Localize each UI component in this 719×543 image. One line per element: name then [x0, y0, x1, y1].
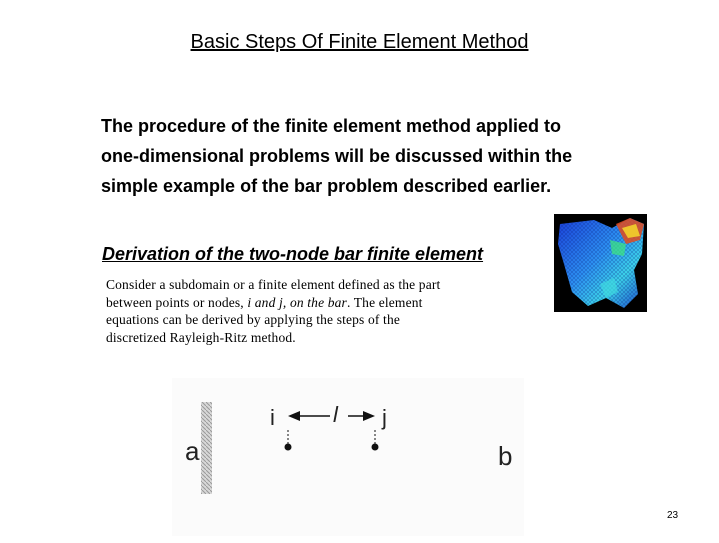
diagram-background	[172, 378, 524, 536]
body-line: Consider a subdomain or a finite element defined as the part	[106, 277, 441, 292]
label-a: a	[185, 436, 200, 466]
body-italic-segment: i and j, on the bar	[247, 294, 347, 310]
mesh-illustration	[554, 214, 647, 312]
bar-element-diagram	[170, 378, 528, 538]
label-i: i	[270, 405, 275, 430]
fixed-wall	[201, 402, 212, 494]
intro-line: simple example of the bar problem described earlier.	[101, 176, 552, 196]
page-number: 23	[667, 510, 679, 521]
label-j: j	[382, 405, 387, 430]
body-text-segment: . The element	[346, 294, 423, 310]
label-l: l	[333, 402, 338, 427]
body-line: discretized Rayleigh-Ritz method.	[106, 329, 296, 345]
slide-title: Basic Steps Of Finite Element Method	[190, 31, 529, 53]
body-text-segment: between points or nodes,	[106, 294, 248, 310]
body-line	[106, 294, 506, 312]
finite-element-mesh-image	[554, 214, 647, 312]
label-b: b	[498, 441, 513, 471]
section-heading: Derivation of the two-node bar finite element	[102, 244, 484, 264]
node-i	[285, 444, 292, 451]
intro-line: The procedure of the finite element method applied to	[101, 116, 562, 136]
node-j	[372, 444, 379, 451]
body-line: equations can be derived by applying the steps of the	[106, 312, 400, 327]
bar-diagram-svg	[170, 378, 528, 538]
body-paragraph	[106, 276, 506, 346]
intro-line: one-dimensional problems will be discussed within the	[101, 146, 573, 166]
intro-paragraph	[101, 111, 661, 201]
